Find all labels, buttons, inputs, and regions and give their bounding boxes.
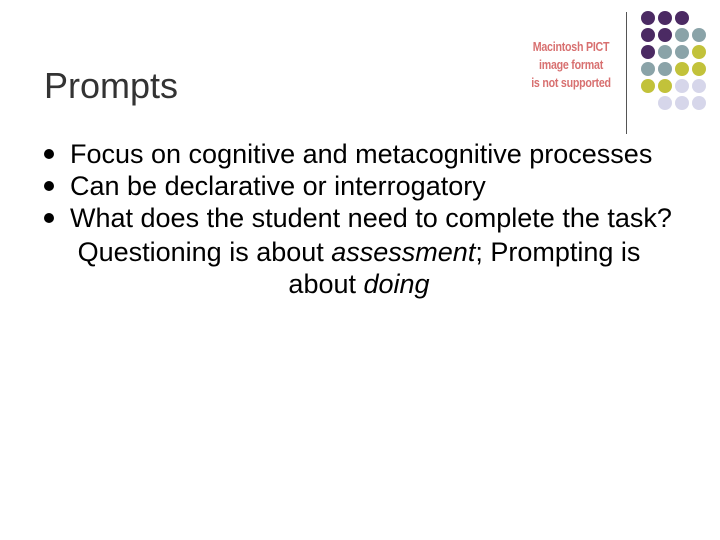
bullet-dot-icon [44,149,54,159]
unsupported-image-placeholder [529,38,613,110]
decorative-dot [675,79,689,93]
decorative-dot [692,79,706,93]
bullet-item [44,138,684,170]
decorative-dot [658,45,672,59]
decorative-dot [675,96,689,110]
slide-title: Prompts [44,65,179,106]
bullet-text: Can be declarative or interrogatory [70,171,486,201]
decorative-dot [658,28,672,42]
decorative-dot [641,62,655,76]
bullet-item [44,202,684,234]
closing-emphasis-1: assessment [331,237,476,267]
decorative-dot [658,96,672,110]
bullet-dot-icon [44,181,54,191]
decorative-dot [658,62,672,76]
placeholder-line-2: image format [539,57,603,72]
decorative-dot [675,28,689,42]
decorative-dot [692,96,706,110]
decorative-dot [692,62,706,76]
decorative-dot [641,11,655,25]
placeholder-line-3: is not supported [531,75,611,90]
decorative-dot [692,45,706,59]
closing-statement [44,236,674,300]
decorative-dot [641,28,655,42]
divider-line [626,12,627,134]
slide-body [44,138,684,300]
closing-text-2: ; Prompting is about [288,237,641,299]
bullet-text: Focus on cognitive and metacognitive processes [70,139,653,169]
decorative-dot [675,45,689,59]
closing-emphasis-2: doing [363,269,430,299]
placeholder-line-1: Macintosh PICT [532,39,610,54]
decorative-dot [658,11,672,25]
decorative-dot [641,79,655,93]
bullet-dot-icon [44,213,54,223]
decorative-dot [675,11,689,25]
decorative-dot [692,28,706,42]
decorative-dot [641,45,655,59]
bullet-text: What does the student need to complete the task? [70,203,672,233]
decorative-dot [675,62,689,76]
decorative-dot [658,79,672,93]
bullet-item [44,170,684,202]
closing-text-1: Questioning is about [77,237,332,267]
